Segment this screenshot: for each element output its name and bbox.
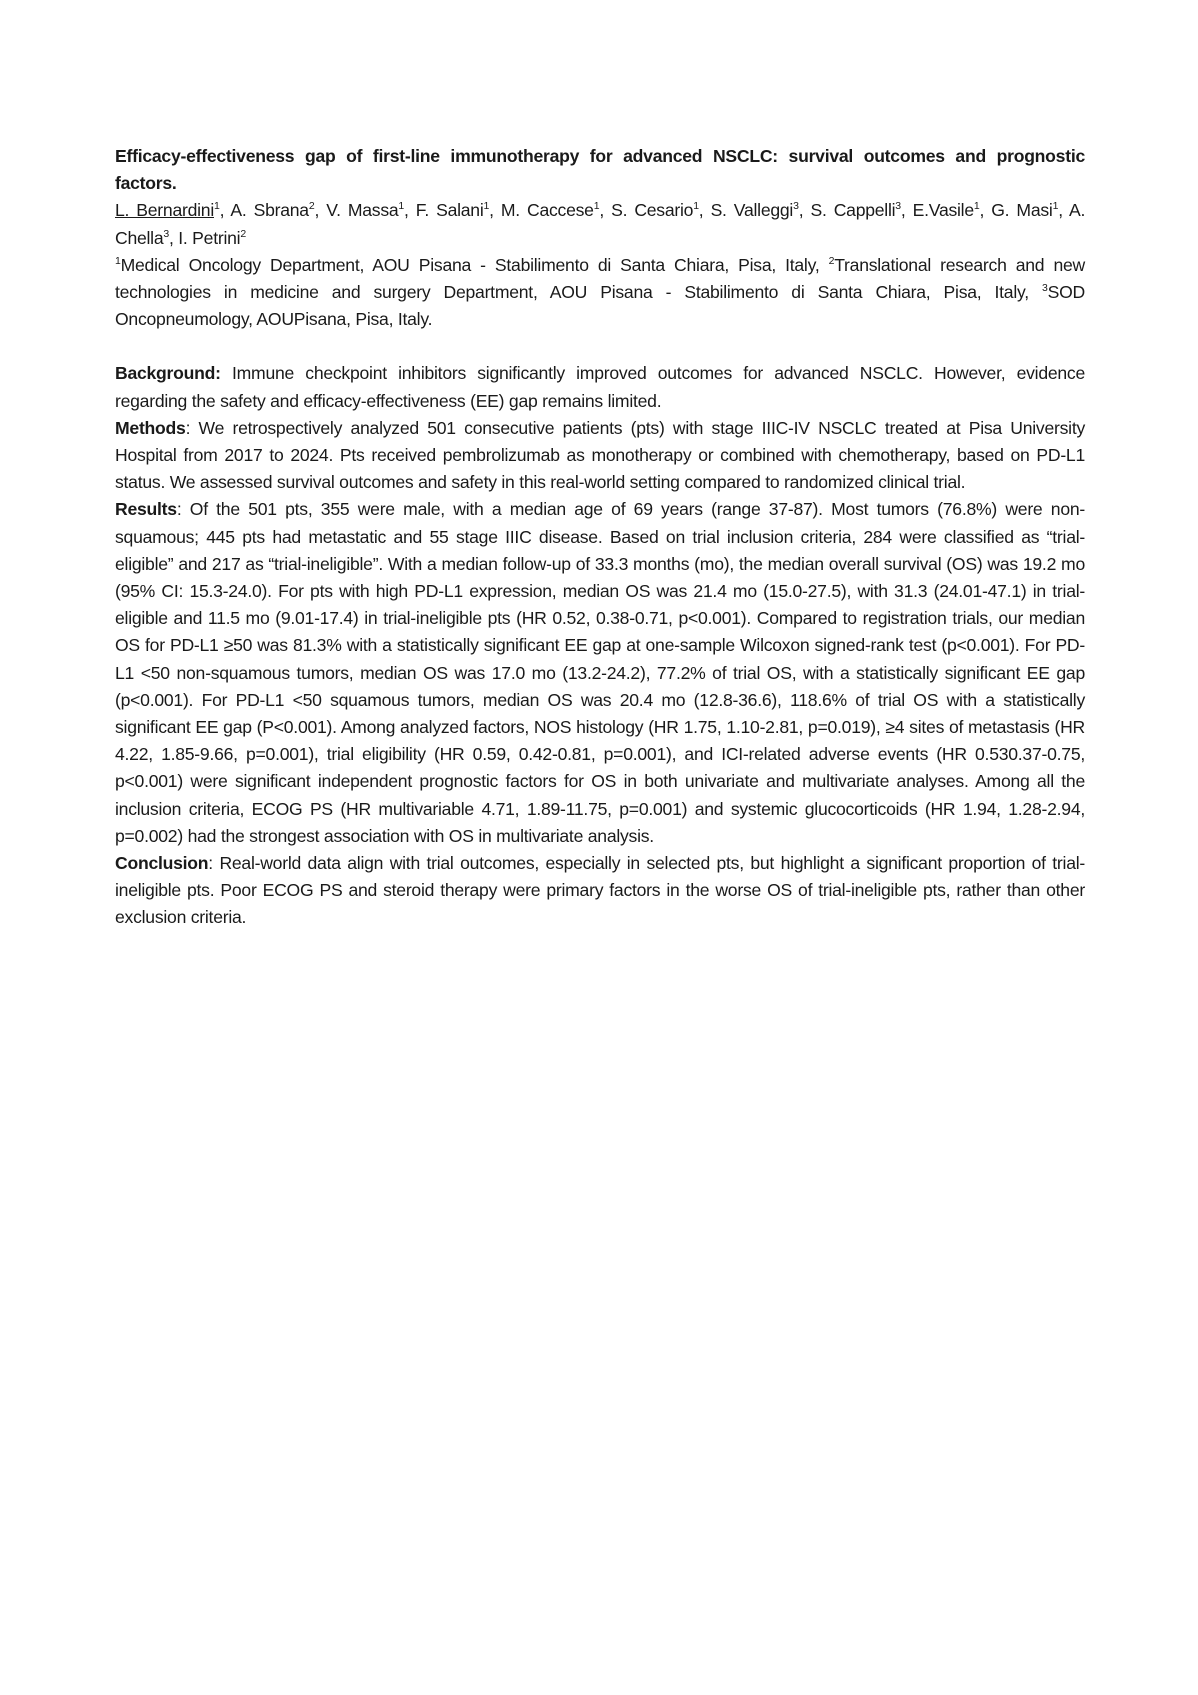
- author-name: S. Cesario: [611, 200, 694, 221]
- affiliation-text: Medical Oncology Department, AOU Pisana - Stabilimento di Santa Chiara, Pisa, Italy,: [120, 254, 829, 275]
- author: A. Sbrana$^2$,: [230, 200, 327, 221]
- affiliation-list: [115, 252, 1085, 334]
- author-name: A. Chella: [115, 200, 1086, 248]
- author: M. Caccese$^1$,: [500, 200, 612, 221]
- author-name: S. Valleggi: [710, 200, 794, 221]
- author-list: [115, 197, 1085, 251]
- author-affiliation-number: 1: [693, 200, 699, 213]
- author-name: M. Caccese: [500, 200, 594, 221]
- background-label: Background:: [115, 363, 221, 384]
- author-affiliation-number: 1: [1052, 200, 1059, 213]
- background-text: Immune checkpoint inhibitors significantly improved outcomes for advanced NSCLC. However, evidence regarding the safety and efficacy-effectiveness (EE) gap remains limited.: [115, 363, 1085, 411]
- author: E.Vasile$^1$,: [912, 200, 992, 221]
- author: S. Cesario$^1$,: [611, 200, 711, 221]
- author-name: I. Petrini: [178, 227, 241, 248]
- results-section: [115, 496, 1085, 850]
- author: [178, 228, 246, 248]
- author-affiliation-number: 3: [895, 200, 901, 213]
- author: S. Valleggi$^3$,: [710, 200, 811, 221]
- author-affiliation-number: 2: [308, 200, 315, 213]
- affiliation-text: SOD Oncopneumology, AOUPisana, Pisa, Italy.: [115, 282, 1085, 330]
- methods-section: [115, 415, 1085, 497]
- abstract-title: Efficacy-effectiveness gap of first-line immunotherapy for advanced NSCLC: survival outcomes and prognostic factors.: [115, 146, 1085, 194]
- background-section: [115, 360, 1085, 414]
- author: F. Salani$^1$,: [415, 200, 501, 221]
- results-label: Results: [115, 499, 177, 520]
- author-affiliation-number: 3: [793, 200, 799, 213]
- affiliation-number: 3: [1042, 282, 1048, 295]
- author-affiliation-number: 1: [398, 200, 405, 213]
- author: S. Cappelli$^3$,: [810, 200, 913, 221]
- author: V. Massa$^1$,: [326, 200, 416, 221]
- author-affiliation-number: 1: [593, 200, 600, 213]
- author-name: L. Bernardini: [115, 200, 214, 221]
- author-affiliation-number: 3: [163, 227, 169, 240]
- author-affiliation-number: 1: [213, 200, 220, 213]
- affiliation-text: Translational research and new technologies in medicine and surgery Department, AOU Pisana - Stabilimento di Santa Chiara, Pisa, Italy,: [115, 254, 1085, 303]
- author-affiliation-number: 2: [240, 227, 246, 240]
- author-name: G. Masi: [991, 200, 1053, 221]
- methods-text: : We retrospectively analyzed 501 consecutive patients (pts) with stage IIIC-IV NSCLC treated at Pisa University Hospital from 2017 to 2024. Pts received pembrolizumab as monotherapy or combined with chemotherapy, based on PD-L1 status. We assessed survival outcomes and safety in this real-world setting compared to randomized clinical trial.: [115, 417, 1085, 493]
- methods-label: Methods: [115, 417, 186, 438]
- affiliation-number: 2: [828, 254, 835, 267]
- author-name: A. Sbrana: [230, 200, 309, 221]
- abstract-page: [115, 143, 1085, 932]
- author-name: S. Cappelli: [810, 200, 896, 221]
- conclusion-section: [115, 850, 1085, 932]
- section-spacer: [115, 333, 1085, 360]
- conclusion-label: Conclusion: [115, 853, 209, 874]
- author-affiliation-number: 1: [973, 200, 980, 213]
- author: L. Bernardini$^1$,: [115, 200, 231, 221]
- affiliation-number: 1: [115, 254, 121, 267]
- author-name: F. Salani: [415, 200, 484, 221]
- author-affiliation-number: 1: [483, 200, 490, 213]
- author: A. Chella$^3$,: [115, 200, 1086, 248]
- author-name: E.Vasile: [912, 200, 974, 221]
- results-text: : Of the 501 pts, 355 were male, with a median age of 69 years (range 37-87). Most tumors (76.8%) were non-squamous; 445 pts had metastatic and 55 stage IIIC disease. Based on trial inclusion criteria, 284 were classified as “trial-eligible” and 217 as “trial-ineligible”. With a median follow-up of 33.3 months (mo), the median overall survival (OS) was 19.2 mo (95% CI: 15.3-24.0). For pts with high PD-L1 expression, median OS was 21.4 mo (15.0-27.5), with 31.3 (24.01-47.1) in trial-eligible and 11.5 mo (9.01-17.4) in trial-ineligible pts (HR 0.52, 0.38-0.71, p<0.001). Compared to registration trials, our median OS for PD-L1 ≥50 was 81.3% with a statistically significant EE gap at one-sample Wilcoxon signed-rank test (p<0.001). For PD-L1 <50 non-squamous tumors, median OS was 17.0 mo (13.2-24.2), 77.2% of trial OS, with a statistically significant EE gap (p<0.001). For PD-L1 <50 squamous tumors, median OS was 20.4 mo (12.8-36.6), 118.6% of trial OS with a statistically significant EE gap (P<0.001). Among analyzed factors, NOS histology (HR 1.75, 1.10-2.81, p=0.019), ≥4 sites of metastasis (HR 4.22, 1.85-9.66, p=0.001), trial eligibility (HR 0.59, 0.42-0.81, p=0.001), and ICI-related adverse events (HR 0.530.37-0.75, p<0.001) were significant independent prognostic factors for OS in both univariate and multivariate analyses. Among all the inclusion criteria, ECOG PS (HR multivariable 4.71, 1.89-11.75, p=0.001) and systemic glucocorticoids (HR 1.94, 1.28-2.94, p=0.002) had the strongest association with OS in multivariate analysis.: [115, 499, 1085, 846]
- conclusion-text: : Real-world data align with trial outcomes, especially in selected pts, but highlight a significant proportion of trial-ineligible pts. Poor ECOG PS and steroid therapy were primary factors in the worse OS of trial-ineligible pts, rather than other exclusion criteria.: [115, 853, 1085, 928]
- author: G. Masi$^1$,: [991, 200, 1069, 221]
- author-name: V. Massa: [326, 200, 399, 221]
